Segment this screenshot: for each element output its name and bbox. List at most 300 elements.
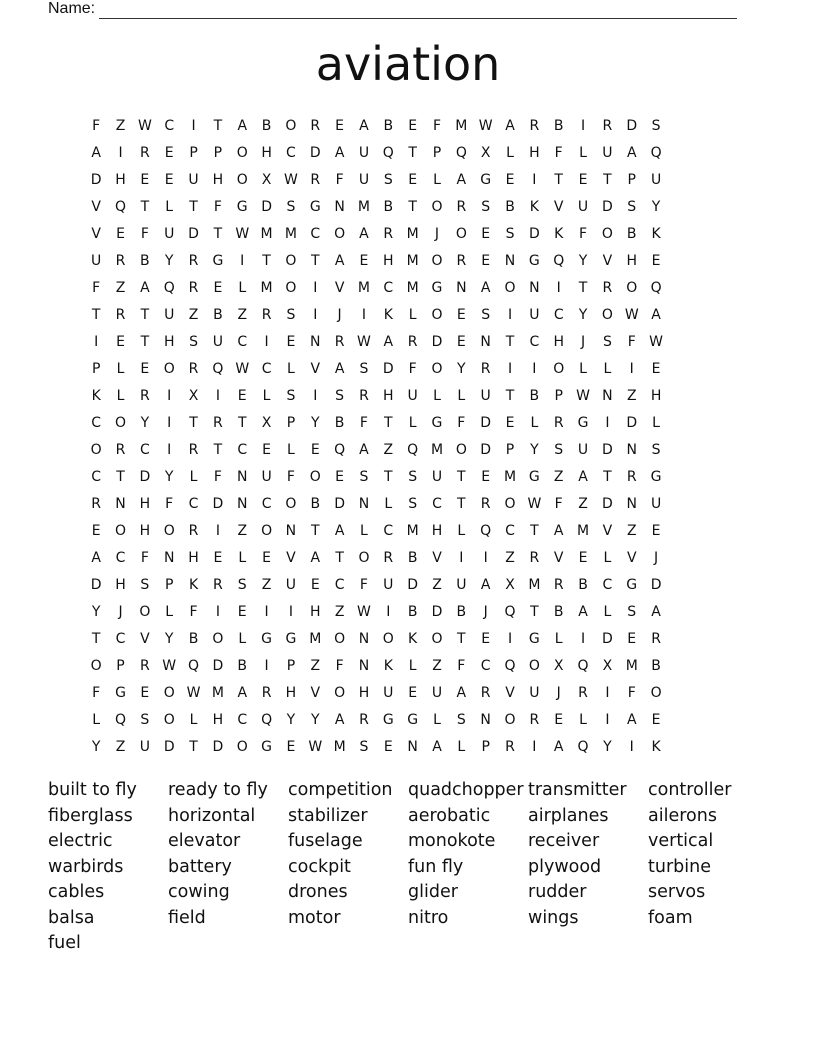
grid-letter[interactable]: D (163, 738, 175, 755)
grid-letter[interactable]: O (163, 360, 175, 377)
grid-letter[interactable]: L (433, 171, 441, 188)
grid-letter[interactable]: C (432, 495, 442, 512)
grid-letter[interactable]: A (359, 441, 369, 458)
grid-letter[interactable]: N (358, 495, 370, 512)
grid-letter[interactable]: N (310, 333, 321, 350)
grid-letter[interactable]: F (335, 171, 344, 188)
grid-letter[interactable]: Z (188, 306, 199, 323)
grid-letter[interactable]: G (261, 630, 272, 647)
grid-letter[interactable]: D (90, 171, 102, 188)
grid-letter[interactable]: A (456, 684, 467, 701)
grid-letter[interactable]: H (383, 252, 394, 269)
grid-letter[interactable]: H (285, 684, 297, 701)
grid-letter[interactable]: H (188, 549, 199, 566)
grid-letter[interactable]: E (505, 171, 515, 188)
grid-letter[interactable]: M (357, 198, 370, 215)
grid-letter[interactable]: T (335, 549, 344, 566)
grid-letter[interactable]: R (529, 549, 540, 566)
grid-letter[interactable]: E (262, 441, 271, 458)
grid-letter[interactable]: T (213, 225, 223, 242)
grid-letter[interactable]: Y (578, 306, 588, 323)
grid-letter[interactable]: S (481, 306, 491, 323)
grid-letter[interactable]: I (605, 414, 610, 431)
grid-letter[interactable]: L (457, 738, 466, 755)
grid-letter[interactable]: L (287, 360, 295, 377)
grid-letter[interactable]: J (434, 225, 440, 242)
grid-letter[interactable]: E (481, 252, 491, 269)
grid-letter[interactable]: E (456, 333, 466, 350)
grid-letter[interactable]: O (309, 468, 321, 485)
grid-letter[interactable]: F (92, 117, 101, 134)
grid-letter[interactable]: N (480, 711, 491, 728)
grid-letter[interactable]: V (553, 198, 564, 215)
grid-letter[interactable]: A (310, 549, 321, 566)
grid-letter[interactable]: K (91, 387, 101, 404)
grid-letter[interactable]: O (382, 630, 394, 647)
grid-letter[interactable]: G (431, 414, 443, 431)
grid-letter[interactable]: Q (480, 522, 492, 539)
grid-letter[interactable]: M (430, 441, 444, 458)
grid-letter[interactable]: E (262, 549, 271, 566)
grid-letter[interactable]: D (602, 495, 613, 512)
grid-letter[interactable]: T (189, 414, 198, 431)
grid-letter[interactable]: E (140, 171, 150, 188)
grid-letter[interactable]: O (115, 522, 127, 539)
grid-letter[interactable]: R (213, 414, 223, 431)
grid-letter[interactable]: J (483, 603, 488, 620)
grid-letter[interactable]: Y (310, 414, 320, 431)
grid-letter[interactable]: B (310, 495, 321, 512)
grid-letter[interactable]: S (189, 333, 198, 350)
grid-letter[interactable]: L (238, 279, 247, 296)
grid-letter[interactable]: Y (310, 711, 320, 728)
grid-letter[interactable]: U (212, 333, 224, 350)
grid-letter[interactable]: B (505, 198, 515, 215)
grid-letter[interactable]: F (92, 279, 101, 296)
grid-letter[interactable]: L (530, 414, 539, 431)
grid-letter[interactable]: I (556, 279, 561, 296)
grid-letter[interactable]: R (651, 630, 661, 647)
grid-letter[interactable]: Z (432, 657, 442, 674)
grid-letter[interactable]: M (357, 279, 370, 296)
grid-letter[interactable]: O (431, 198, 443, 215)
grid-letter[interactable]: A (505, 117, 515, 134)
grid-letter[interactable]: C (237, 711, 248, 728)
grid-letter[interactable]: M (309, 630, 322, 647)
grid-letter[interactable]: E (627, 630, 637, 647)
grid-letter[interactable]: S (481, 198, 491, 215)
grid-letter[interactable]: R (310, 171, 321, 188)
grid-letter[interactable]: S (505, 225, 515, 242)
grid-letter[interactable]: E (554, 711, 564, 728)
grid-letter[interactable]: L (554, 630, 563, 647)
grid-letter[interactable]: I (532, 360, 537, 377)
grid-letter[interactable]: G (480, 171, 492, 188)
grid-letter[interactable]: N (236, 495, 248, 512)
grid-letter[interactable]: L (116, 360, 125, 377)
grid-letter[interactable]: U (577, 441, 589, 458)
grid-letter[interactable]: I (264, 603, 269, 620)
grid-letter[interactable]: Q (188, 657, 200, 674)
grid-letter[interactable]: S (140, 576, 150, 593)
grid-letter[interactable]: I (264, 657, 269, 674)
grid-letter[interactable]: L (384, 495, 393, 512)
grid-letter[interactable]: H (115, 171, 126, 188)
grid-letter[interactable]: S (627, 603, 637, 620)
grid-letter[interactable]: S (359, 738, 369, 755)
grid-letter[interactable]: P (213, 144, 223, 161)
grid-letter[interactable]: N (236, 468, 248, 485)
grid-letter[interactable]: Q (115, 198, 127, 215)
grid-letter[interactable]: V (310, 360, 321, 377)
grid-letter[interactable]: D (480, 441, 492, 458)
grid-letter[interactable]: O (455, 225, 467, 242)
grid-letter[interactable]: Z (115, 279, 126, 296)
grid-letter[interactable]: Q (334, 441, 346, 458)
grid-letter[interactable]: R (188, 252, 199, 269)
grid-letter[interactable]: R (334, 333, 345, 350)
grid-letter[interactable]: E (91, 522, 101, 539)
grid-letter[interactable]: A (553, 522, 564, 539)
grid-letter[interactable]: O (334, 225, 346, 242)
grid-letter[interactable]: S (359, 360, 369, 377)
grid-letter[interactable]: C (261, 495, 272, 512)
grid-letter[interactable]: S (286, 198, 296, 215)
grid-letter[interactable]: N (529, 279, 540, 296)
grid-letter[interactable]: U (358, 144, 370, 161)
grid-letter[interactable]: W (186, 684, 201, 701)
grid-letter[interactable]: Z (334, 603, 345, 620)
grid-letter[interactable]: O (285, 495, 297, 512)
grid-letter[interactable]: P (286, 657, 296, 674)
grid-letter[interactable]: B (456, 603, 467, 620)
grid-letter[interactable]: O (115, 414, 127, 431)
grid-letter[interactable]: Z (237, 522, 248, 539)
grid-letter[interactable]: N (626, 495, 637, 512)
grid-letter[interactable]: A (334, 360, 345, 377)
grid-letter[interactable]: P (627, 171, 636, 188)
grid-letter[interactable]: C (529, 333, 540, 350)
grid-letter[interactable]: W (478, 117, 493, 134)
grid-letter[interactable]: R (383, 225, 394, 242)
grid-letter[interactable]: S (140, 711, 150, 728)
grid-letter[interactable]: A (480, 279, 491, 296)
grid-letter[interactable]: L (603, 603, 612, 620)
grid-letter[interactable]: G (577, 414, 589, 431)
grid-letter[interactable]: U (188, 171, 199, 188)
grid-letter[interactable]: S (237, 576, 247, 593)
grid-letter[interactable]: E (505, 414, 515, 431)
grid-letter[interactable]: K (529, 198, 539, 215)
grid-letter[interactable]: D (212, 738, 224, 755)
grid-letter[interactable]: J (337, 306, 342, 323)
grid-letter[interactable]: O (139, 603, 151, 620)
grid-letter[interactable]: C (115, 549, 126, 566)
grid-letter[interactable]: H (115, 576, 126, 593)
grid-letter[interactable]: T (530, 603, 539, 620)
grid-letter[interactable]: U (261, 468, 272, 485)
grid-letter[interactable]: U (529, 684, 540, 701)
grid-letter[interactable]: P (286, 414, 296, 431)
grid-letter[interactable]: P (164, 576, 174, 593)
grid-letter[interactable]: B (383, 117, 394, 134)
grid-letter[interactable]: L (457, 387, 466, 404)
grid-letter[interactable]: T (91, 630, 101, 647)
grid-letter[interactable]: Y (164, 252, 174, 269)
grid-letter[interactable]: Q (504, 603, 516, 620)
grid-letter[interactable]: F (579, 225, 588, 242)
grid-letter[interactable]: Y (530, 441, 539, 458)
grid-letter[interactable]: R (359, 711, 369, 728)
grid-letter[interactable]: O (285, 252, 297, 269)
grid-letter[interactable]: K (651, 225, 661, 242)
grid-letter[interactable]: H (650, 387, 662, 404)
grid-letter[interactable]: T (408, 144, 417, 161)
grid-letter[interactable]: T (603, 171, 612, 188)
grid-letter[interactable]: M (211, 684, 224, 701)
grid-letter[interactable]: I (264, 333, 269, 350)
grid-letter[interactable]: L (238, 549, 247, 566)
grid-letter[interactable]: T (262, 252, 271, 269)
grid-letter[interactable]: X (505, 576, 515, 593)
grid-letter[interactable]: B (529, 387, 540, 404)
grid-letter[interactable]: R (261, 306, 272, 323)
grid-letter[interactable]: R (310, 117, 321, 134)
grid-letter[interactable]: A (91, 144, 101, 161)
grid-letter[interactable]: O (261, 522, 273, 539)
grid-letter[interactable]: O (358, 549, 370, 566)
grid-letter[interactable]: R (91, 495, 102, 512)
grid-letter[interactable]: V (602, 522, 613, 539)
grid-letter[interactable]: D (626, 414, 638, 431)
grid-letter[interactable]: E (213, 549, 223, 566)
grid-letter[interactable]: A (456, 171, 467, 188)
grid-letter[interactable]: S (383, 171, 393, 188)
grid-letter[interactable]: Q (163, 279, 175, 296)
grid-letter[interactable]: E (164, 171, 174, 188)
grid-letter[interactable]: C (91, 468, 102, 485)
grid-letter[interactable]: Y (286, 711, 296, 728)
grid-letter[interactable]: G (650, 468, 662, 485)
grid-letter[interactable]: B (553, 117, 564, 134)
grid-letter[interactable]: E (651, 522, 661, 539)
grid-letter[interactable]: Q (212, 360, 224, 377)
grid-letter[interactable]: I (532, 738, 537, 755)
grid-letter[interactable]: F (165, 495, 174, 512)
grid-letter[interactable]: Q (504, 657, 516, 674)
grid-letter[interactable]: V (334, 279, 345, 296)
grid-letter[interactable]: R (188, 360, 199, 377)
grid-letter[interactable]: R (578, 684, 588, 701)
grid-letter[interactable]: D (431, 603, 443, 620)
grid-letter[interactable]: Y (603, 738, 612, 755)
grid-letter[interactable]: Y (91, 603, 101, 620)
grid-letter[interactable]: B (237, 657, 248, 674)
grid-letter[interactable]: O (236, 738, 248, 755)
grid-letter[interactable]: O (431, 306, 443, 323)
grid-letter[interactable]: U (383, 576, 394, 593)
grid-letter[interactable]: I (483, 549, 488, 566)
grid-letter[interactable]: E (213, 279, 223, 296)
grid-letter[interactable]: W (649, 333, 663, 350)
grid-letter[interactable]: A (334, 252, 345, 269)
grid-letter[interactable]: N (456, 279, 467, 296)
grid-letter[interactable]: I (313, 387, 318, 404)
grid-letter[interactable]: N (504, 252, 516, 269)
grid-letter[interactable]: T (384, 414, 393, 431)
grid-letter[interactable]: L (189, 711, 198, 728)
grid-letter[interactable]: H (431, 522, 443, 539)
grid-letter[interactable]: M (284, 225, 297, 242)
grid-letter[interactable]: F (554, 495, 563, 512)
grid-letter[interactable]: O (455, 441, 467, 458)
grid-letter[interactable]: E (310, 576, 320, 593)
grid-letter[interactable]: F (213, 468, 222, 485)
grid-letter[interactable]: H (310, 603, 321, 620)
grid-letter[interactable]: F (457, 414, 466, 431)
grid-letter[interactable]: C (261, 360, 272, 377)
grid-letter[interactable]: B (140, 252, 150, 269)
grid-letter[interactable]: Y (140, 414, 150, 431)
grid-letter[interactable]: S (286, 387, 296, 404)
grid-letter[interactable]: F (627, 684, 636, 701)
grid-letter[interactable]: M (333, 738, 346, 755)
grid-letter[interactable]: G (626, 576, 638, 593)
grid-letter[interactable]: H (139, 495, 151, 512)
grid-letter[interactable]: D (334, 495, 345, 512)
grid-letter[interactable]: H (139, 522, 151, 539)
grid-letter[interactable]: F (286, 468, 295, 485)
grid-letter[interactable]: T (213, 117, 223, 134)
grid-letter[interactable]: L (457, 522, 466, 539)
grid-letter[interactable]: M (503, 468, 517, 485)
grid-letter[interactable]: I (167, 441, 172, 458)
grid-letter[interactable]: A (359, 225, 369, 242)
grid-letter[interactable]: I (240, 252, 245, 269)
grid-letter[interactable]: A (480, 576, 491, 593)
grid-letter[interactable]: A (383, 333, 394, 350)
grid-letter[interactable]: S (286, 306, 296, 323)
grid-letter[interactable]: E (481, 468, 491, 485)
grid-letter[interactable]: Q (650, 144, 662, 161)
grid-letter[interactable]: I (94, 333, 99, 350)
grid-letter[interactable]: D (139, 468, 151, 485)
grid-letter[interactable]: L (165, 198, 174, 215)
grid-letter[interactable]: F (189, 603, 198, 620)
grid-letter[interactable]: T (384, 468, 393, 485)
grid-letter[interactable]: E (116, 333, 125, 350)
grid-letter[interactable]: I (459, 549, 464, 566)
grid-letter[interactable]: Z (383, 441, 394, 458)
grid-letter[interactable]: F (627, 333, 636, 350)
grid-letter[interactable]: F (457, 657, 466, 674)
grid-letter[interactable]: V (310, 684, 321, 701)
grid-letter[interactable]: R (456, 252, 467, 269)
grid-letter[interactable]: I (288, 603, 293, 620)
grid-letter[interactable]: I (507, 630, 513, 647)
grid-letter[interactable]: N (358, 630, 370, 647)
grid-letter[interactable]: J (580, 333, 586, 350)
grid-letter[interactable]: P (91, 360, 101, 377)
grid-letter[interactable]: Q (577, 657, 589, 674)
grid-letter[interactable]: E (408, 117, 418, 134)
grid-letter[interactable]: I (167, 414, 172, 431)
grid-letter[interactable]: S (456, 711, 466, 728)
grid-letter[interactable]: A (651, 603, 661, 620)
grid-letter[interactable]: P (432, 144, 442, 161)
grid-letter[interactable]: M (528, 576, 541, 593)
grid-letter[interactable]: D (626, 117, 638, 134)
grid-letter[interactable]: Q (455, 144, 467, 161)
grid-letter[interactable]: E (164, 144, 174, 161)
grid-letter[interactable]: L (603, 549, 612, 566)
grid-letter[interactable]: Z (626, 522, 637, 539)
grid-letter[interactable]: T (189, 198, 198, 215)
grid-letter[interactable]: N (285, 522, 297, 539)
grid-letter[interactable]: X (602, 657, 613, 674)
grid-letter[interactable]: C (553, 306, 564, 323)
grid-letter[interactable]: E (651, 360, 661, 377)
grid-letter[interactable]: H (163, 333, 175, 350)
grid-letter[interactable]: C (286, 144, 296, 161)
grid-letter[interactable]: X (188, 387, 199, 404)
grid-letter[interactable]: O (334, 684, 346, 701)
grid-letter[interactable]: B (407, 603, 418, 620)
grid-letter[interactable]: H (553, 333, 564, 350)
grid-letter[interactable]: C (237, 441, 248, 458)
grid-letter[interactable]: M (406, 252, 419, 269)
grid-letter[interactable]: N (626, 441, 637, 458)
grid-letter[interactable]: V (602, 252, 613, 269)
grid-letter[interactable]: C (115, 630, 126, 647)
grid-letter[interactable]: F (432, 117, 442, 134)
grid-letter[interactable]: U (358, 171, 370, 188)
grid-letter[interactable]: W (235, 225, 250, 242)
grid-letter[interactable]: J (118, 603, 123, 620)
grid-letter[interactable]: Z (237, 306, 248, 323)
grid-letter[interactable]: W (308, 738, 323, 755)
grid-letter[interactable]: O (431, 360, 443, 377)
grid-letter[interactable]: I (191, 117, 196, 134)
grid-letter[interactable]: W (357, 333, 371, 350)
grid-letter[interactable]: I (507, 360, 513, 377)
grid-letter[interactable]: R (505, 738, 515, 755)
grid-letter[interactable]: D (602, 441, 613, 458)
grid-letter[interactable]: L (433, 711, 441, 728)
grid-letter[interactable]: A (334, 144, 345, 161)
grid-letter[interactable]: L (652, 414, 660, 431)
grid-letter[interactable]: B (651, 657, 661, 674)
grid-letter[interactable]: I (507, 306, 513, 323)
grid-letter[interactable]: Y (578, 252, 588, 269)
grid-letter[interactable]: R (553, 576, 564, 593)
grid-letter[interactable]: D (528, 225, 540, 242)
grid-letter[interactable]: X (261, 171, 272, 188)
grid-letter[interactable]: T (237, 414, 247, 431)
grid-letter[interactable]: A (237, 117, 248, 134)
grid-letter[interactable]: L (408, 306, 417, 323)
grid-letter[interactable]: B (578, 576, 588, 593)
grid-letter[interactable]: Q (382, 144, 394, 161)
grid-letter[interactable]: R (139, 387, 150, 404)
grid-letter[interactable]: Z (432, 576, 442, 593)
grid-letter[interactable]: L (579, 360, 587, 377)
grid-letter[interactable]: X (480, 144, 491, 161)
grid-letter[interactable]: L (189, 468, 198, 485)
grid-letter[interactable]: E (237, 603, 247, 620)
grid-letter[interactable]: G (407, 711, 419, 728)
grid-letter[interactable]: K (651, 738, 661, 755)
